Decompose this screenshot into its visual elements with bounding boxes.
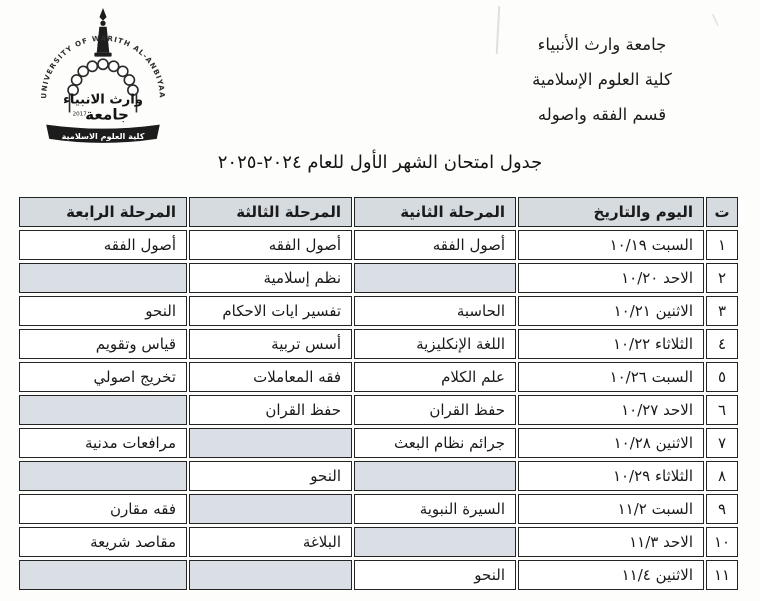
cell-row-number: ٥	[706, 362, 738, 392]
cell-day-date: الاثنين ١٠/٢١	[518, 296, 704, 326]
cell-stage-3	[189, 428, 352, 458]
seal-calligraphy-text: وارث الانبياء	[63, 92, 143, 108]
exam-schedule-table	[17, 194, 740, 593]
cell-stage-2: السيرة النبوية	[354, 494, 516, 524]
cell-stage-3: فقه المعاملات	[189, 362, 352, 392]
schedule-row	[19, 494, 738, 524]
cell-stage-4: النحو	[19, 296, 187, 326]
cell-stage-4: تخريج اصولي	[19, 362, 187, 392]
cell-stage-4: فقه مقارن	[19, 494, 187, 524]
cell-day-date: الاحد ١٠/٢٧	[518, 395, 704, 425]
cell-stage-2: حفظ القران	[354, 395, 516, 425]
cell-day-date: السبت ١٠/٢٦	[518, 362, 704, 392]
cell-stage-3: حفظ القران	[189, 395, 352, 425]
cell-day-date: الاثنين ١١/٤	[518, 560, 704, 590]
cell-stage-4: مقاصد شريعة	[19, 527, 187, 557]
cell-stage-3: أسس تربية	[189, 329, 352, 359]
letterhead-department-name: قسم الفقه واصوله	[537, 105, 667, 124]
cell-row-number: ٧	[706, 428, 738, 458]
header-stage-4: المرحلة الرابعة	[19, 197, 187, 227]
cell-day-date: السبت ١٠/١٩	[518, 230, 704, 260]
cell-day-date: الثلاثاء ١٠/٢٢	[518, 329, 704, 359]
letterhead-university-name: جامعة وارث الأنبياء	[537, 35, 667, 54]
schedule-row	[19, 395, 738, 425]
cell-stage-4	[19, 560, 187, 590]
schedule-row	[19, 461, 738, 491]
document-title: جدول امتحان الشهر الأول للعام ٢٠٢٤-٢٠٢٥	[217, 152, 543, 173]
schedule-row	[19, 296, 738, 326]
cell-row-number: ٦	[706, 395, 738, 425]
cell-stage-4	[19, 263, 187, 293]
cell-day-date: الاثنين ١٠/٢٨	[518, 428, 704, 458]
cell-stage-2: النحو	[354, 560, 516, 590]
cell-stage-2: أصول الفقه	[354, 230, 516, 260]
cell-day-date: الاحد ١١/٣	[518, 527, 704, 557]
cell-row-number: ٣	[706, 296, 738, 326]
seal-ribbon-text: كلية العلوم الاسلامية	[61, 130, 145, 141]
cell-row-number: ٤	[706, 329, 738, 359]
cell-stage-4: أصول الفقه	[19, 230, 187, 260]
cell-stage-2: علم الكلام	[354, 362, 516, 392]
cell-day-date: السبت ١١/٢	[518, 494, 704, 524]
cell-stage-4	[19, 395, 187, 425]
letterhead-college-name: كلية العلوم الإسلامية	[532, 70, 672, 89]
cell-row-number: ٩	[706, 494, 738, 524]
seal-university-word: جامعة	[85, 105, 130, 124]
cell-stage-2: اللغة الإنكليزية	[354, 329, 516, 359]
cell-row-number: ٨	[706, 461, 738, 491]
schedule-row	[19, 329, 738, 359]
cell-stage-3	[189, 494, 352, 524]
cell-stage-4: قياس وتقويم	[19, 329, 187, 359]
cell-row-number: ٢	[706, 263, 738, 293]
schedule-row	[19, 362, 738, 392]
header-stage-2: المرحلة الثانية	[354, 197, 516, 227]
cell-stage-2	[354, 263, 516, 293]
cell-stage-3: تفسير ايات الاحكام	[189, 296, 352, 326]
cell-stage-3: البلاغة	[189, 527, 352, 557]
schedule-body	[19, 230, 738, 590]
schedule-row	[19, 428, 738, 458]
cell-stage-3: نظم إسلامية	[189, 263, 352, 293]
cell-row-number: ١١	[706, 560, 738, 590]
cell-stage-2: الحاسبة	[354, 296, 516, 326]
cell-stage-3	[189, 560, 352, 590]
schedule-header-row	[19, 197, 738, 227]
schedule-row	[19, 230, 738, 260]
schedule-row	[19, 527, 738, 557]
cell-stage-2	[354, 527, 516, 557]
schedule-row	[19, 263, 738, 293]
cell-stage-3: أصول الفقه	[189, 230, 352, 260]
letterhead	[468, 27, 736, 132]
cell-stage-4: مرافعات مدنية	[19, 428, 187, 458]
university-seal-icon	[26, 8, 180, 152]
cell-row-number: ١	[706, 230, 738, 260]
seal-year-text: 2017	[72, 111, 87, 118]
cell-stage-4	[19, 461, 187, 491]
scan-artifact	[712, 11, 726, 27]
minaret-icon	[94, 8, 111, 57]
header-no: ت	[706, 197, 738, 227]
cell-day-date: الثلاثاء ١٠/٢٩	[518, 461, 704, 491]
cell-stage-3: النحو	[189, 461, 352, 491]
header-stage-3: المرحلة الثالثة	[189, 197, 352, 227]
university-logo	[26, 8, 180, 152]
cell-stage-2	[354, 461, 516, 491]
header-day-date: اليوم والتاريخ	[518, 197, 704, 227]
cell-stage-2: جرائم نظام البعث	[354, 428, 516, 458]
cell-row-number: ١٠	[706, 527, 738, 557]
cell-day-date: الاحد ١٠/٢٠	[518, 263, 704, 293]
seal-arc-text: UNIVERSITY OF WARITH AL-ANBIYAA	[39, 33, 167, 99]
schedule-row	[19, 560, 738, 590]
